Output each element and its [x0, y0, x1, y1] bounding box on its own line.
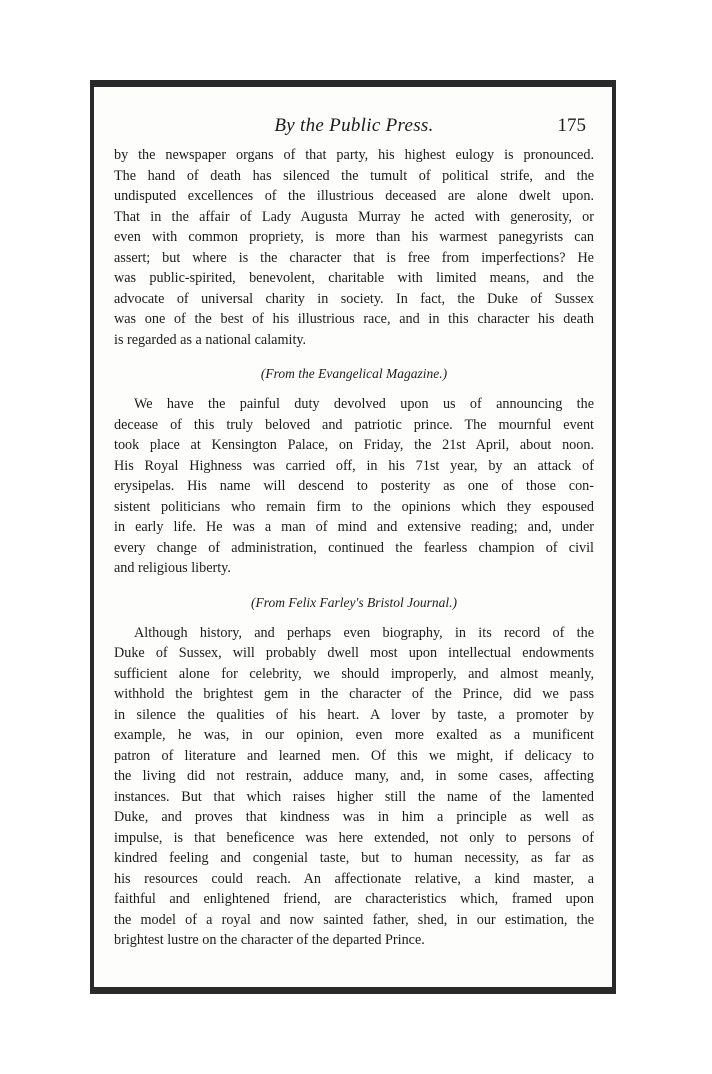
- text-line: undisputed excellences of the illustrious deceased are alone dwelt upon.: [114, 188, 594, 204]
- paragraph-continuation: [114, 145, 594, 350]
- text-line: kindred feeling and congenial taste, but to human necessity, as far as: [114, 850, 594, 866]
- text-line: withhold the brightest gem in the character of the Prince, did we pass: [114, 686, 594, 702]
- source-heading-text: (From the Evangelical Magazine.): [260, 366, 448, 381]
- text-line: in early life. He was a man of mind and extensive reading; and, under: [114, 519, 594, 535]
- text-line: by the newspaper organs of that party, his highest eulogy is pronounced.: [114, 147, 594, 163]
- text-line: even with common propriety, is more than his warmest panegyrists can: [114, 229, 594, 245]
- text-line: brightest lustre on the character of the departed Prince.: [114, 932, 425, 948]
- text-line: was public-spirited, benevolent, charitable with limited means, and the: [114, 270, 594, 286]
- text-line: patron of literature and learned men. Of this we might, if delicacy to: [114, 747, 594, 764]
- text-line: That in the affair of Lady Augusta Murray he acted with generosity, or: [114, 208, 594, 225]
- text-line: took place at Kensington Palace, on Friday, the 21st April, about noon.: [114, 437, 594, 453]
- text-line: sufficient alone for celebrity, we should improperly, and almost meanly,: [114, 665, 594, 682]
- text-line: faithful and enlightened friend, are characteristics which, framed upon: [114, 891, 594, 907]
- text-line: was one of the best of his illustrious race, and in this character his death: [114, 311, 594, 327]
- text-line: His Royal Highness was carried off, in his 71st year, by an attack of: [114, 457, 594, 474]
- paragraph-evangelical-magazine: [114, 394, 594, 579]
- text-line: instances. But that which raises higher still the name of the lamented: [114, 788, 594, 805]
- text-line: the model of a royal and now sainted father, shed, in our estimation, the: [114, 911, 594, 928]
- text-line: Duke of Sussex, will probably dwell most upon intellectual endowments: [114, 645, 594, 661]
- text-line: example, he was, in our opinion, even more exalted as a munificent: [114, 727, 594, 743]
- source-heading-evangelical-magazine: [114, 366, 594, 382]
- running-head: [114, 115, 594, 145]
- text-line: is regarded as a national calamity.: [114, 331, 307, 348]
- text-line: and religious liberty.: [114, 560, 231, 576]
- source-heading-bristol-journal: [114, 595, 594, 611]
- text-line: Duke, and proves that kindness was in him a principle as well as: [114, 809, 594, 825]
- text-line: erysipelas. His name will descend to posterity as one of those con-: [114, 478, 594, 494]
- page-frame: [90, 80, 616, 994]
- text-line: sistent politicians who remain firm to the opinions which they espoused: [114, 498, 594, 515]
- text-line: decease of this truly beloved and patriotic prince. The mournful event: [114, 416, 594, 433]
- text-line: We have the painful duty devolved upon us of announcing the: [134, 396, 594, 412]
- source-heading-text: (From Felix Farley's Bristol Journal.): [251, 594, 457, 610]
- text-line: Although history, and perhaps even biography, in its record of the: [134, 624, 594, 641]
- text-line: advocate of universal charity in society. In fact, the Duke of Sussex: [114, 290, 594, 307]
- text-line: The hand of death has silenced the tumult of political strife, and the: [114, 167, 594, 184]
- text-line: impulse, is that beneficence was here extended, not only to persons of: [114, 829, 594, 846]
- text-line: assert; but where is the character that is free from imperfections? He: [114, 249, 594, 266]
- paragraph-bristol-journal: [114, 623, 594, 951]
- text-line: his resources could reach. An affectionate relative, a kind master, a: [114, 870, 594, 887]
- page-number: 175: [557, 115, 586, 136]
- page-content: [114, 115, 594, 951]
- running-title: By the Public Press.: [274, 115, 434, 136]
- text-line: in silence the qualities of his heart. A lover by taste, a promoter by: [114, 706, 594, 723]
- text-line: the living did not restrain, adduce many, and, in some cases, affecting: [114, 768, 594, 784]
- text-line: every change of administration, continued the fearless champion of civil: [114, 539, 594, 556]
